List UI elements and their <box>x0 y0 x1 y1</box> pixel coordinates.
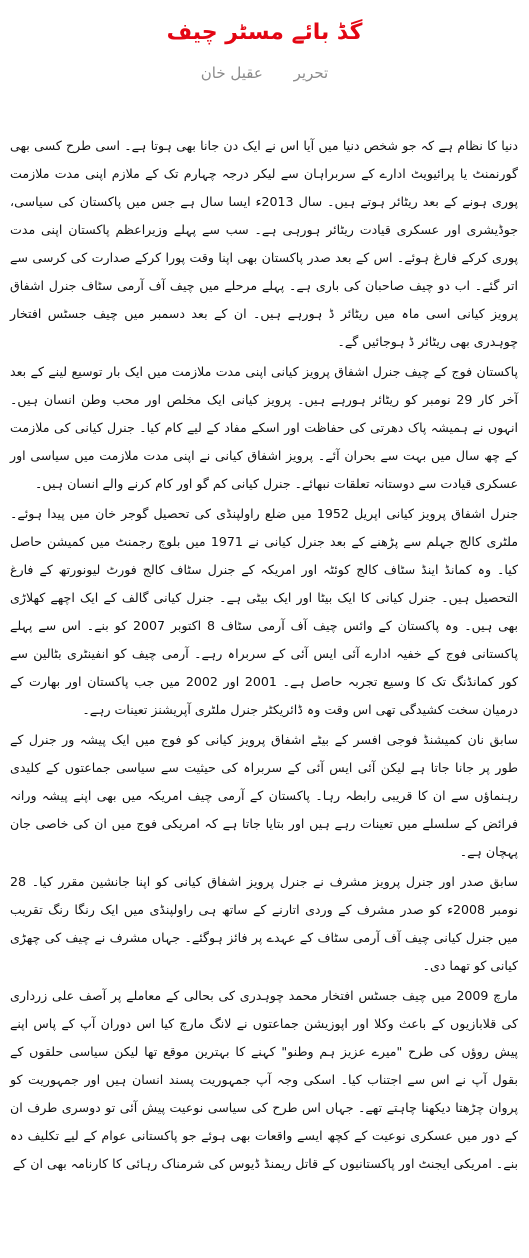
paragraph: سابق صدر اور جنرل پرویز مشرف نے جنرل پرویز اشفاق کیانی کو اپنا جانشین مقرر کیا۔ 28 نومبر 2008ء کو صدر مشرف کے وردی اتارنے کے ساتھ ہی راولپنڈی میں ایک رنگا رنگ تقریب میں جنرل کیانی چیف آف آرمی سٹاف کے عہدے پر فائز ہوگئے۔ جہاں مشرف نے چیف کی چھڑی کیانی کو تھما دی۔ <box>10 874 518 973</box>
byline <box>0 62 529 84</box>
paragraph: سابق نان کمیشنڈ فوجی افسر کے بیٹے اشفاق پرویز کیانی کو فوج میں ایک پیشہ ور جنرل کے طور پر جانا جاتا ہے لیکن آئی ایس آئی کے سربراہ کی حیثیت سے سیاسی جماعتوں کے کلیدی رہنماؤں سے ان کا قریبی رابطہ رہا۔ پاکستان کے آرمی چیف امریکہ میں بھی اپنے پیشہ ورانہ فرائض کے سلسلے میں تعینات رہے ہیں اور بتایا جاتا ہے کہ امریکی فوج میں ان کی خاصی جان پہچان ہے۔ <box>10 732 518 859</box>
paragraph: جنرل اشفاق پرویز کیانی اپریل 1952 میں ضلع راولپنڈی کی تحصیل گوجر خان میں پیدا ہوئے۔ ملٹری کالج جہلم سے پڑھنے کے بعد جنرل کیانی نے 1971 میں بلوچ رجمنٹ میں کمیشن حاصل کیا۔ وہ کمانڈ اینڈ سٹاف کالج کوئٹہ اور امریکہ کے جنرل سٹاف کالج فورٹ لیونورتھ کے فارغ التحصیل ہیں۔ جنرل کیانی کا ایک بیٹا اور ایک بیٹی ہے۔ جنرل کیانی گالف کے ایک اچھے کھلاڑی بھی ہیں۔ وہ پاکستان کے وائس چیف آف آرمی سٹاف 8 اکتوبر 2007 کو بنے۔ اس سے پہلے پاکستانی فوج کے خفیہ ادارے آئی ایس آئی کے سربراہ رہے۔ آرمی چیف کو انفینٹری بٹالین سے کور کمانڈنگ تک کا وسیع تجربہ حاصل ہے۔ 2001 اور 2002 میں جب پاکستان اور بھارت کے درمیان سخت کشیدگی تھی اس وقت وہ ڈائریکٹر جنرل ملٹری آپریشنز تعینات رہے۔ <box>10 506 518 717</box>
article-title: گڈ بائے مسٹر چیف <box>166 20 363 45</box>
paragraph: پاکستان فوج کے چیف جنرل اشفاق پرویز کیانی اپنی مدت ملازمت میں ایک بار توسیع لینے کے بعد آخر کار 29 نومبر کو ریٹائر ہورہے ہیں۔ پرویز کیانی ایک مخلص اور محب وطن انسان ہیں۔ انہوں نے ہمیشہ پاک دھرتی کی حفاظت اور اسکے مفاد کے لیے کام کیا۔ جنرل کیانی کی ملازمت کے چھ سال میں بہت سے بحران آئے۔ پرویز اشفاق کیانی نے اپنی مدت ملازمت میں سیاسی اور عسکری قیادت سے دوستانہ تعلقات نبھائے۔ جنرل کیانی کم گو اور کام کرنے والے انسان ہیں۔ <box>10 364 518 491</box>
paragraph: دنیا کا نظام ہے کہ جو شخص دنیا میں آیا اس نے ایک دن جانا بھی ہوتا ہے۔ اسی طرح کسی بھی گورنمنٹ یا پرائیویٹ ادارے کے سربراہان سے لیکر درجہ چہارم تک کے ملازم اپنی مدت ملازمت پوری ہونے کے بعد ریٹائر ہوتے ہیں۔ سال 2013ء ایسا سال ہے جس میں پاکستان کی سیاسی، جوڈیشری اور عسکری قیادت ریٹائر ہورہی ہے۔ سب سے پہلے وزیراعظم پاکستان اپنی مدت پوری کرکے فارغ ہوئے۔ اس کے بعد صدر پاکستان بھی اپنا وقت پورا کرکے صدارت کی کرسی سے اتر گئے۔ اب دو چیف صاحبان کی باری ہے۔ پہلے مرحلے میں چیف آف آرمی سٹاف جنرل اشفاق پرویز کیانی اسی ماہ میں ریٹائر ڈ ہورہے ہیں۔ ان کے بعد دسمبر میں چیف جسٹس افتخار چوہدری بھی ریٹائر ڈ ہوجائیں گے۔ <box>10 138 518 349</box>
paragraph: مارچ 2009 میں چیف جسٹس افتخار محمد چوہدری کی بحالی کے معاملے پر آصف علی زرداری کی قلابازیوں کے باعث وکلا اور اپوزیشن جماعتوں نے لانگ مارچ کیا اس دوران آپ کے پاس اپنے پیش روؤں کی طرح "میرے عزیز ہم وطنو" کہنے کا بہترین موقع تھا لیکن سیاسی حلقوں کے بقول آپ نے اس سے اجتناب کیا۔ اسکی وجہ آپ جمہوریت پسند انسان ہیں اور جمہوریت کو پروان چڑھتا دیکھنا چاہتے تھے۔ جہاں اس طرح کی سیاسی نوعیت پیش آئی تو دوسری طرف ان کے دور میں عسکری نوعیت کے کچھ ایسے واقعات بھی ہوئے جو پاکستانی عوام کے لیے تکلیف دہ بنے۔ امریکی ایجنٹ اور پاکستانیوں کے قاتل ریمنڈ ڈیوس کی شرمناک رہائی کا کارنامہ بھی ان کے <box>10 988 518 1171</box>
author-name: عقیل خان <box>200 64 263 82</box>
byline-label: تحریر <box>293 64 329 82</box>
article-body <box>10 132 518 1180</box>
